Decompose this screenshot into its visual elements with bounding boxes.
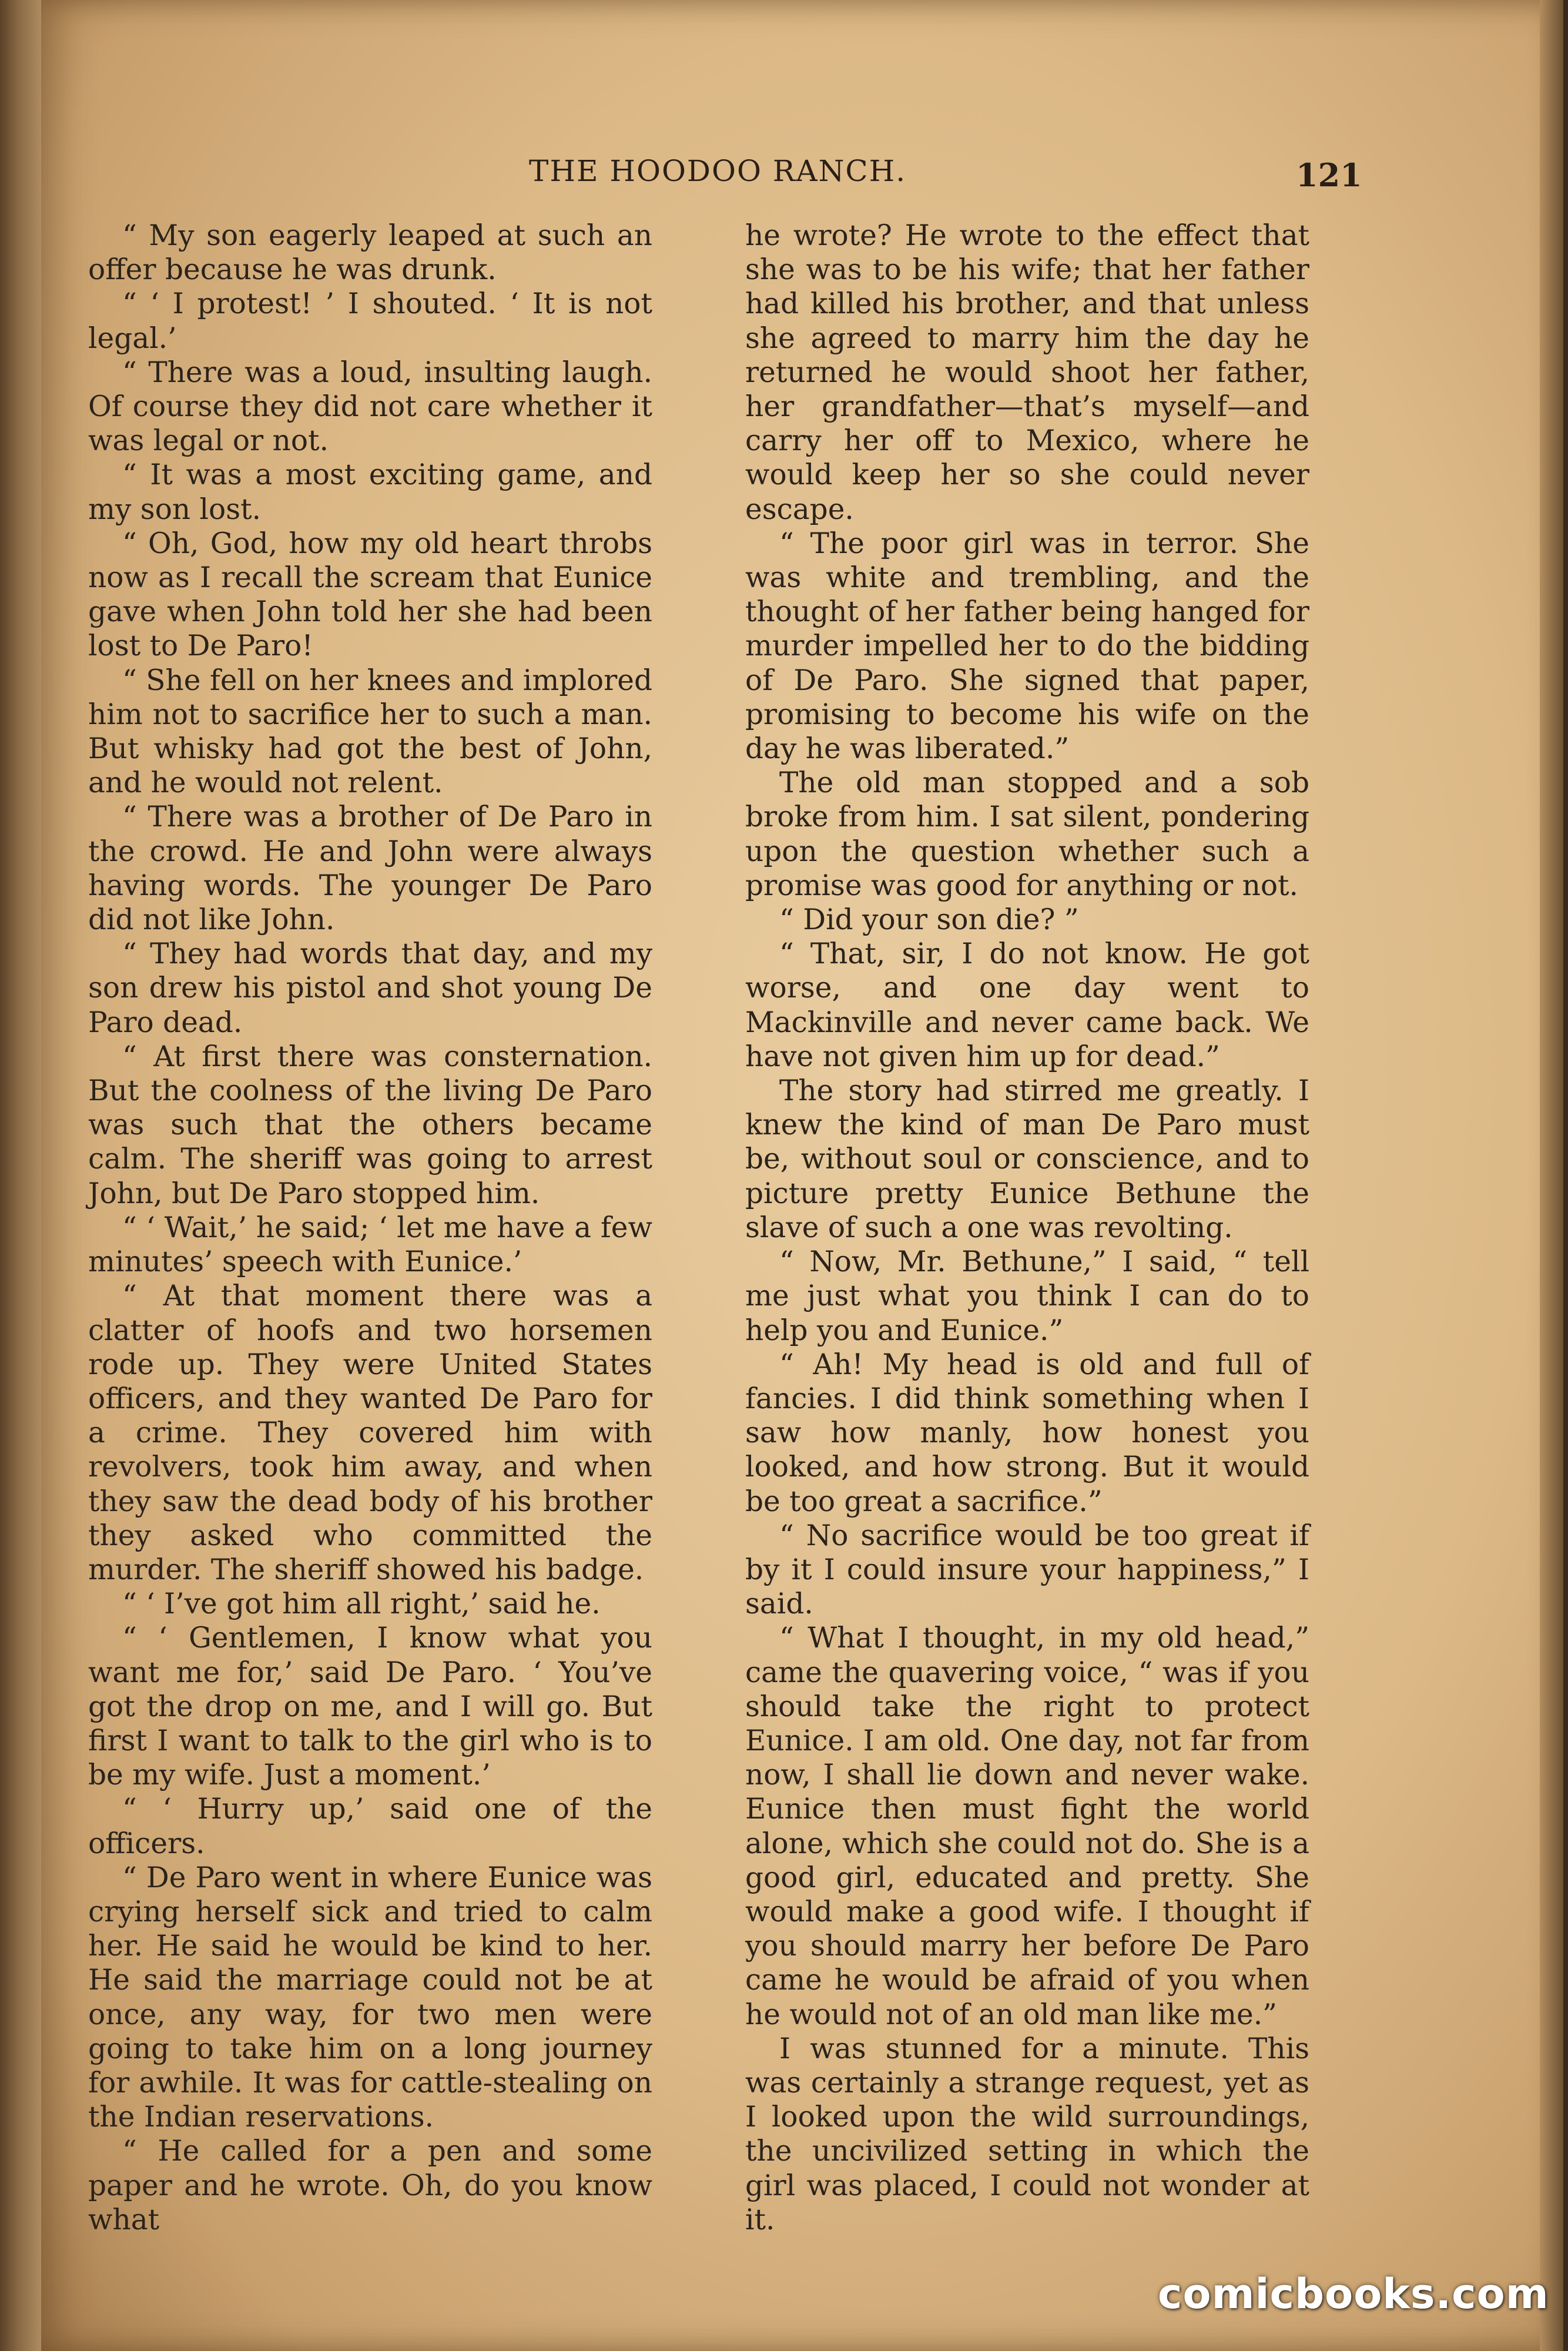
paragraph: “ ‘ Wait,’ he said; ‘ let me have a few minutes’ speech with Eunice.’	[88, 1211, 652, 1279]
paragraph: “ The poor girl was in terror. She was white and trembling, and the thought of her father being hanged for murder impelled her to do the bidding of De Paro. She signed that paper, promising to become his wife on the day he was liberated.”	[745, 527, 1309, 766]
paragraph: “ It was a most exciting game, and my son lost.	[88, 458, 652, 526]
paragraph: “ ‘ I’ve got him all right,’ said he.	[122, 1588, 601, 1621]
paragraph: “ There was a loud, insulting laugh. Of course they did not care whether it was legal or not.	[88, 356, 652, 458]
paragraph: “ Oh, God, how my old heart throbs now as I recall the scream that Eunice gave when John told her she had been lost to De Paro!	[88, 527, 652, 663]
paragraph: The old man stopped and a sob broke from him. I sat silent, pondering upon the question whether such a promise was good for anything or not.	[745, 766, 1309, 902]
running-title: THE HOODOO RANCH.	[529, 154, 907, 188]
paragraph: “ Ah! My head is old and full of fancies. I did think something when I saw how manly, how honest you looked, and how strong. But it would be too great a sacrifice.”	[745, 1348, 1309, 1518]
page-edge	[1540, 0, 1563, 2351]
book-binding	[0, 0, 47, 2351]
paragraph: “ De Paro went in where Eunice was crying herself sick and tried to calm her. He said he would be kind to her. He said the marriage could not be at once, any way, for two men were going to take him on a long journey for awhile. It was for cattle-stealing on the Indian reservations.	[88, 1861, 652, 2134]
paragraph: The story had stirred me greatly. I knew the kind of man De Paro must be, without soul or conscience, and to picture pretty Eunice Bethune the slave of such a one was revolting.	[745, 1074, 1309, 1244]
paragraph: “ No sacrifice would be too great if by it I could insure your happiness,” I said.	[745, 1519, 1309, 1621]
watermark: comicbooks.com	[1158, 2270, 1549, 2318]
paragraph: “ At first there was consternation. But the coolness of the living De Paro was such that the others became calm. The sheriff was going to arrest John, but De Paro stopped him.	[88, 1040, 652, 1210]
paragraph: “ My son eagerly leaped at such an offer because he was drunk.	[88, 219, 652, 287]
paragraph: “ ‘ I protest! ’ I shouted. ‘ It is not legal.’	[88, 287, 652, 355]
paragraph: “ What I thought, in my old head,” came the quavering voice, “ was if you should take the right to protect Eunice. I am old. One day, not far from now, I shall lie down and never wake. Eunice then must fight the world alone, which she could not do. She is a good girl, educated and pretty. She would make a good wife. I thought if you should marry her before De Paro came he would be afraid of you when he would not of an old man like me.”	[745, 1622, 1309, 2031]
page-number: 121	[1296, 156, 1362, 194]
paragraph: I was stunned for a minute. This was certainly a strange request, yet as I looked upon the wild surroundings, the uncivilized setting in which the girl was placed, I could not wonder at it.	[745, 2032, 1309, 2236]
right-column	[745, 219, 1309, 2237]
paragraph: “ There was a brother of De Paro in the crowd. He and John were always having words. The younger De Paro did not like John.	[88, 801, 652, 937]
paragraph: “ ‘ Gentlemen, I know what you want me for,’ said De Paro. ‘ You’ve got the drop on me, and I will go. But first I want to talk to the girl who is to be my wife. Just a moment.’	[88, 1622, 652, 1792]
paragraph: “ That, sir, I do not know. He got worse, and one day went to Mackinville and never came back. We have not given him up for dead.”	[745, 937, 1309, 1073]
paragraph-continuation: he wrote? He wrote to the effect that she was to be his wife; that her father had killed his brother, and that unless she agreed to marry him the day he returned he would shoot her father, her grandfather—that’s myself—and carry her off to Mexico, where he would keep her so she could never escape.	[745, 219, 1309, 526]
paragraph: “ They had words that day, and my son drew his pistol and shot young De Paro dead.	[88, 937, 652, 1039]
paragraph: “ He called for a pen and some paper and he wrote. Oh, do you know what	[88, 2135, 652, 2236]
paragraph: “ At that moment there was a clatter of hoofs and two horsemen rode up. They were United States officers, and they wanted De Paro for a crime. They covered him with revolvers, took him away, and when they saw the dead body of his brother they asked who committed the murder. The sheriff showed his badge.	[88, 1280, 652, 1586]
paragraph: “ ‘ Hurry up,’ said one of the officers.	[88, 1793, 652, 1860]
paragraph: “ Did your son die? ”	[779, 903, 1079, 937]
paragraph: “ She fell on her knees and implored him not to sacrifice her to such a man. But whisky had got the best of John, and he would not relent.	[88, 664, 652, 800]
paragraph: “ Now, Mr. Bethune,” I said, “ tell me just what you think I can do to help you and Eunice.”	[745, 1245, 1309, 1347]
left-column	[88, 219, 652, 2237]
